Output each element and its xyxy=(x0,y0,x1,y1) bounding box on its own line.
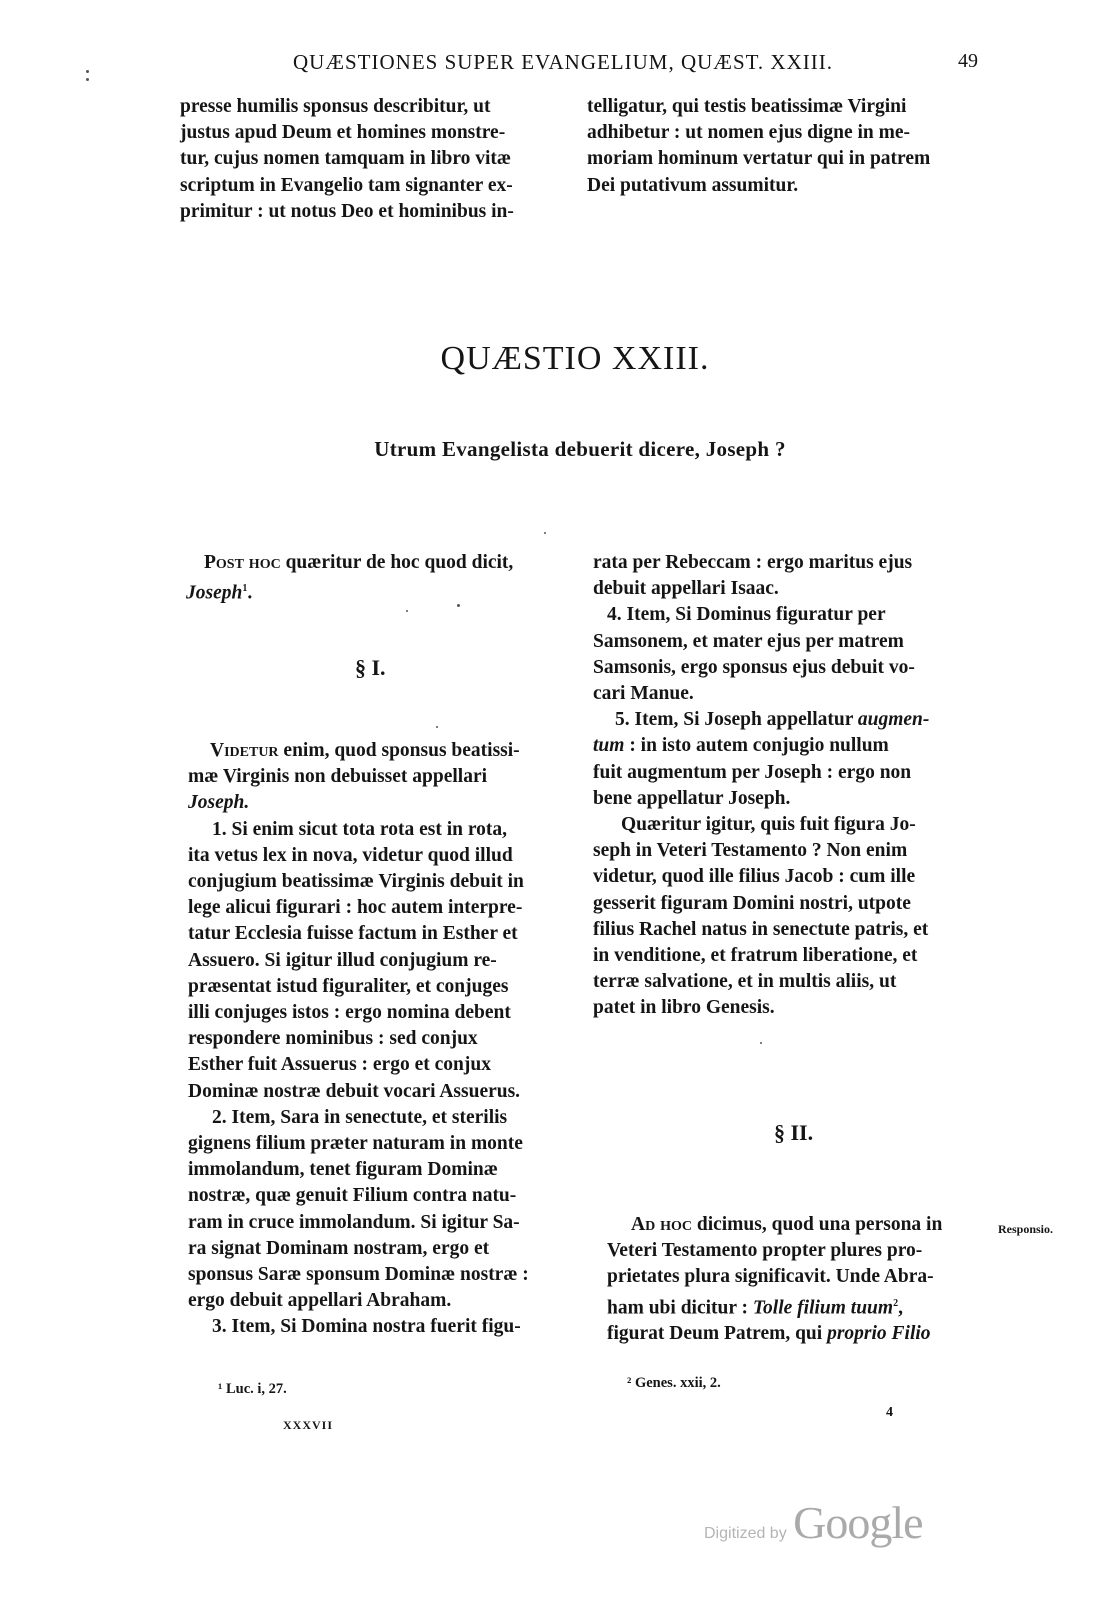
running-head-title: QUÆSTIONES SUPER EVANGELIUM, QUÆST. XXIII. xyxy=(293,50,833,74)
text-run: . xyxy=(247,582,253,604)
text-line: lege alicui figurari : hoc autem interpre- xyxy=(188,897,523,919)
text-line: patet in libro Genesis. xyxy=(593,997,775,1019)
scan-speck xyxy=(436,726,438,728)
response-column xyxy=(607,1212,991,1348)
videtur-line xyxy=(188,738,574,764)
italic-run: augmen- xyxy=(857,709,930,731)
text-line: cari Manue. xyxy=(593,683,694,705)
gathering-number: 4 xyxy=(886,1405,894,1420)
text-line: primitur : ut notus Deo et hominibus in- xyxy=(180,200,514,222)
question-subtitle: Utrum Evangelista debuerit dicere, Joseph ? xyxy=(374,437,786,461)
scan-speck xyxy=(544,532,546,534)
text-run: , xyxy=(898,1297,903,1319)
scan-speck xyxy=(760,1042,762,1044)
text-run: 5. Item, Si Joseph appellatur xyxy=(615,709,858,731)
text-line: rata per Rebeccam : ergo maritus ejus xyxy=(593,552,913,573)
text-line: ra signat Dominam nostram, ergo et xyxy=(188,1237,490,1259)
text-line: tur, cujus nomen tamquam in libro vitæ xyxy=(180,148,512,170)
text-line: immolandum, tenet figuram Dominæ xyxy=(188,1159,498,1181)
text-line: terræ salvatione, et in multis aliis, ut xyxy=(593,971,897,993)
tolle-line xyxy=(607,1291,991,1322)
scan-speck xyxy=(406,610,408,612)
text-line: bene appellatur Joseph. xyxy=(593,787,791,809)
italic-run: Joseph xyxy=(186,582,243,604)
text-line: Dominæ nostræ debuit vocari Assuerus. xyxy=(188,1080,521,1102)
ad-hoc-line xyxy=(607,1212,991,1238)
right-main-column xyxy=(593,550,983,1022)
text-run: dicimus, quod una persona in xyxy=(691,1214,943,1235)
text-line: Assuero. Si igitur illud conjugium re- xyxy=(188,949,497,971)
text-run: enim, quod sponsus beatissi- xyxy=(278,740,520,761)
text-line: Dei putativum assumitur. xyxy=(587,174,799,196)
italic-run: Tolle filium tuum xyxy=(752,1297,894,1319)
section-heading-2: § II. xyxy=(774,1120,814,1145)
text-line: scriptum in Evangelio tam signanter ex- xyxy=(180,174,513,196)
top-right-column xyxy=(587,94,977,199)
small-caps-lead: Post hoc xyxy=(204,552,281,573)
section-heading-1: § I. xyxy=(355,655,386,680)
text-run: ham ubi dicitur : xyxy=(607,1297,753,1319)
left-main-column xyxy=(186,550,574,607)
text-line: 4. Item, Si Dominus figuratur per xyxy=(607,604,886,626)
footnote-1: ¹ Luc. i, 27. xyxy=(218,1381,287,1397)
text-line: fuit augmentum per Joseph : ergo non xyxy=(593,761,912,783)
scan-speck xyxy=(86,78,89,81)
text-line: in venditione, et fratrum liberatione, et xyxy=(593,945,918,967)
text-line: 1. Si enim sicut tota rota est in rota, xyxy=(212,818,508,840)
page-number: 49 xyxy=(958,50,978,72)
item5-line-2 xyxy=(593,733,983,759)
watermark-prefix: Digitized by xyxy=(704,1525,787,1542)
text-line: Joseph. xyxy=(188,792,250,814)
text-line: presse humilis sponsus describitur, ut xyxy=(180,96,491,117)
joseph-line xyxy=(186,576,574,607)
post-hoc-line xyxy=(186,550,574,576)
signature-mark: XXXVII xyxy=(283,1418,334,1432)
text-line: Samsonem, et mater ejus per matrem xyxy=(593,630,904,652)
text-line: adhibetur : ut nomen ejus digne in me- xyxy=(587,122,911,144)
text-run: figurat Deum Patrem, qui xyxy=(607,1323,828,1345)
text-line: filius Rachel natus in senectute patris, et xyxy=(593,918,929,940)
footnote-2: ² Genes. xxii, 2. xyxy=(627,1375,721,1391)
footnote-ref: 2 xyxy=(893,1297,899,1309)
italic-run: proprio Filio xyxy=(827,1323,931,1345)
digitized-watermark xyxy=(704,1496,923,1546)
filio-line xyxy=(607,1321,991,1347)
text-line: moriam hominum vertatur qui in patrem xyxy=(587,148,931,170)
small-caps-lead: Ad hoc xyxy=(631,1214,692,1235)
text-line: videtur, quod ille filius Jacob : cum ille xyxy=(593,866,916,888)
running-head xyxy=(0,50,1116,80)
text-run: : in isto autem conjugio nullum xyxy=(624,735,889,757)
small-caps-lead: Videtur xyxy=(210,740,279,761)
margin-note: Responsio. xyxy=(998,1222,1054,1236)
text-line: telligatur, qui testis beatissimæ Virgini xyxy=(587,96,907,117)
text-line: conjugium beatissimæ Virginis debuit in xyxy=(188,871,524,893)
italic-run: tum xyxy=(593,735,625,757)
text-line: gignens filium præter naturam in monte xyxy=(188,1133,523,1155)
top-left-column xyxy=(180,94,560,225)
text-line: ergo debuit appellari Abraham. xyxy=(188,1290,452,1312)
footnote-ref: 1 xyxy=(242,583,248,595)
text-line: ita vetus lex in nova, videtur quod illud xyxy=(188,844,513,866)
scan-speck xyxy=(86,70,89,73)
text-line: Samsonis, ergo sponsus ejus debuit vo- xyxy=(593,656,915,678)
text-line: præsentat istud figuraliter, et conjuges xyxy=(188,975,509,997)
text-line: 2. Item, Sara in senectute, et sterilis xyxy=(212,1106,508,1128)
item5-line xyxy=(593,707,983,733)
text-line: tatur Ecclesia fuisse factum in Esther et xyxy=(188,923,518,945)
text-line: sponsus Saræ sponsum Dominæ nostræ : xyxy=(188,1264,529,1286)
text-line: seph in Veteri Testamento ? Non enim xyxy=(593,840,908,862)
text-line: justus apud Deum et homines monstre- xyxy=(180,122,506,144)
text-line: illi conjuges istos : ergo nomina debent xyxy=(188,1002,511,1024)
question-title: QUÆSTIO XXIII. xyxy=(440,340,710,377)
text-line: Veteri Testamento propter plures pro- xyxy=(607,1240,923,1262)
text-line: nostræ, quæ genuit Filium contra natu- xyxy=(188,1185,517,1207)
text-line: gesserit figuram Domini nostri, utpote xyxy=(593,892,911,914)
text-line: debuit appellari Isaac. xyxy=(593,578,779,600)
text-run: quæritur de hoc quod dicit, xyxy=(280,552,514,573)
text-line: respondere nominibus : sed conjux xyxy=(188,1028,478,1050)
text-line: Esther fuit Assuerus : ergo et conjux xyxy=(188,1054,491,1076)
text-line: ram in cruce immolandum. Si igitur Sa- xyxy=(188,1211,520,1233)
text-line: mæ Virginis non debuisset appellari xyxy=(188,766,488,788)
text-line: 3. Item, Si Domina nostra fuerit figu- xyxy=(212,1316,521,1338)
text-line: Quæritur igitur, quis fuit figura Jo- xyxy=(621,814,916,836)
text-line: prietates plura significavit. Unde Abra- xyxy=(607,1266,934,1288)
left-argument-column xyxy=(188,738,574,1341)
google-logo: Google xyxy=(793,1497,923,1548)
scan-speck xyxy=(457,604,460,607)
